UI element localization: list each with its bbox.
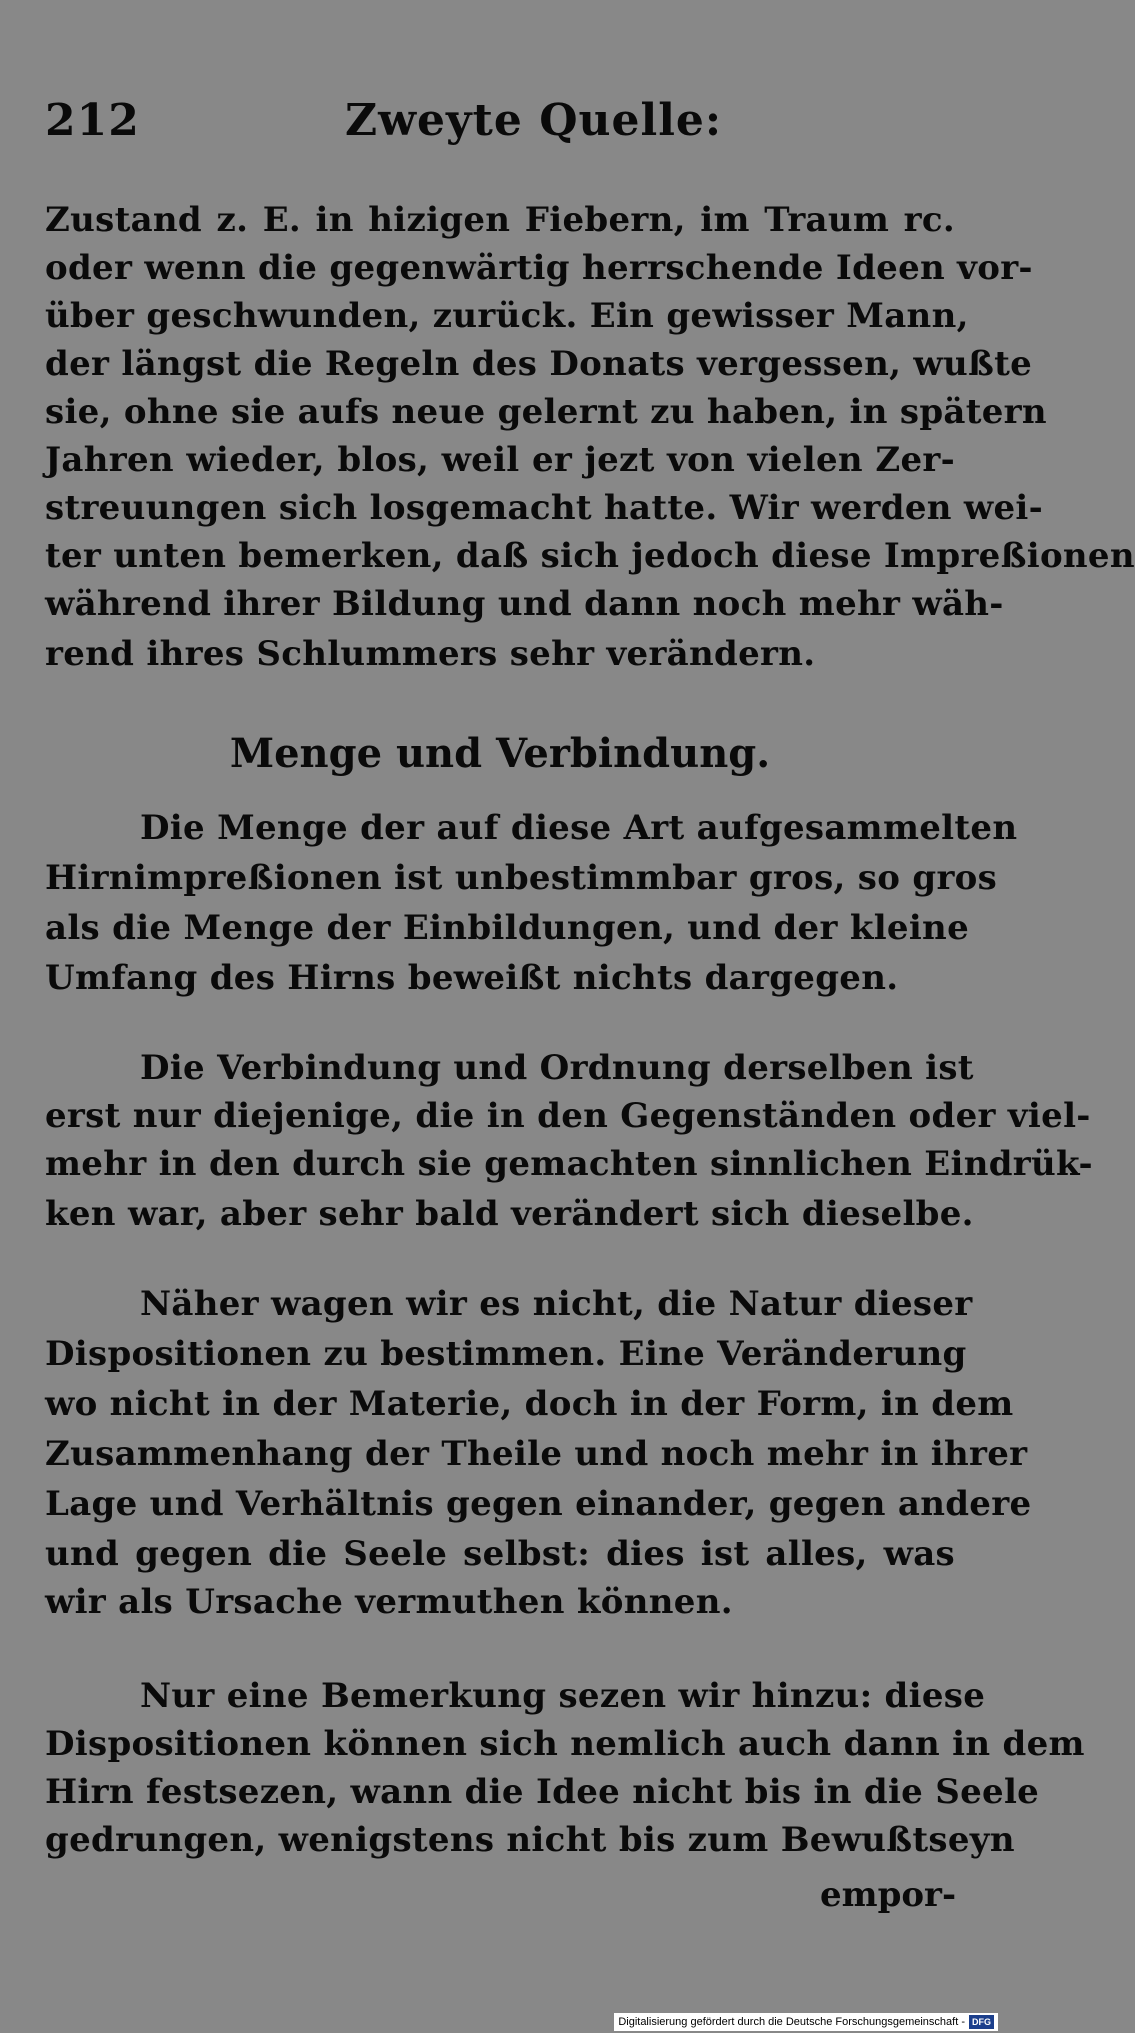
section-heading: Menge und Verbindung. <box>229 730 771 777</box>
text-line: Näher wagen wir es nicht, die Natur dieser <box>140 1284 973 1324</box>
text-line: Die Verbindung und Ordnung derselben ist <box>140 1048 974 1088</box>
text-line: sie, ohne sie aufs neue gelernt zu haben, in spätern <box>45 392 1047 432</box>
text-line: Dispositionen zu bestimmen. Eine Veränderung <box>45 1334 967 1374</box>
footer-text: Digitalisierung gefördert durch die Deutsche Forschungsgemeinschaft - <box>618 2016 965 2028</box>
text-line: streuungen sich losgemacht hatte. Wir werden wei- <box>45 488 1044 528</box>
page-header <box>45 95 885 155</box>
text-line: Hirnimpreßionen ist unbestimmbar gros, so gros <box>45 858 998 898</box>
text-line: Lage und Verhältnis gegen einander, gegen andere <box>45 1484 1032 1524</box>
page-number: 212 <box>45 95 140 146</box>
text-line: Hirn festsezen, wann die Idee nicht bis in die Seele <box>45 1772 1040 1812</box>
text-line: Jahren wieder, blos, weil er jezt von vielen Zer- <box>45 440 955 480</box>
text-line: erst nur diejenige, die in den Gegenständen oder viel- <box>45 1096 1091 1136</box>
digitization-footer <box>614 2013 998 2031</box>
text-line: Zusammenhang der Theile und noch mehr in ihrer <box>45 1434 1028 1474</box>
text-line: Dispositionen können sich nemlich auch dann in dem <box>45 1724 1085 1764</box>
text-line: wo nicht in der Materie, doch in der Form, in dem <box>45 1384 1014 1424</box>
text-line: Die Menge der auf diese Art aufgesammelten <box>140 808 1018 848</box>
text-line: rend ihres Schlummers sehr verändern. <box>45 634 816 674</box>
text-line: gedrungen, wenigstens nicht bis zum Bewußtseyn <box>45 1820 1015 1860</box>
catchword: empor- <box>820 1875 957 1915</box>
text-line: der längst die Regeln des Donats vergessen, wußte <box>45 344 1033 384</box>
text-line: mehr in den durch sie gemachten sinnlichen Eindrük- <box>45 1144 1093 1184</box>
text-line: während ihrer Bildung und dann noch mehr wäh- <box>45 584 1004 624</box>
text-line: und gegen die Seele selbst: dies ist alles, was <box>45 1534 955 1574</box>
text-line: ken war, aber sehr bald verändert sich dieselbe. <box>45 1194 974 1234</box>
text-line: wir als Ursache vermuthen können. <box>45 1582 733 1622</box>
text-line: Zustand z. E. in hizigen Fiebern, im Traum rc. <box>45 200 955 240</box>
dfg-logo: DFG <box>969 2015 994 2029</box>
text-line: als die Menge der Einbildungen, und der kleine <box>45 908 970 948</box>
running-title: Zweyte Quelle: <box>345 95 723 146</box>
text-line: über geschwunden, zurück. Ein gewisser Mann, <box>45 296 969 336</box>
text-line: Nur eine Bemerkung sezen wir hinzu: diese <box>140 1676 986 1716</box>
text-line: ter unten bemerken, daß sich jedoch diese Impreßionen <box>45 536 1135 576</box>
text-line: Umfang des Hirns beweißt nichts dargegen. <box>45 958 899 998</box>
text-line: oder wenn die gegenwärtig herrschende Ideen vor- <box>45 248 1033 288</box>
